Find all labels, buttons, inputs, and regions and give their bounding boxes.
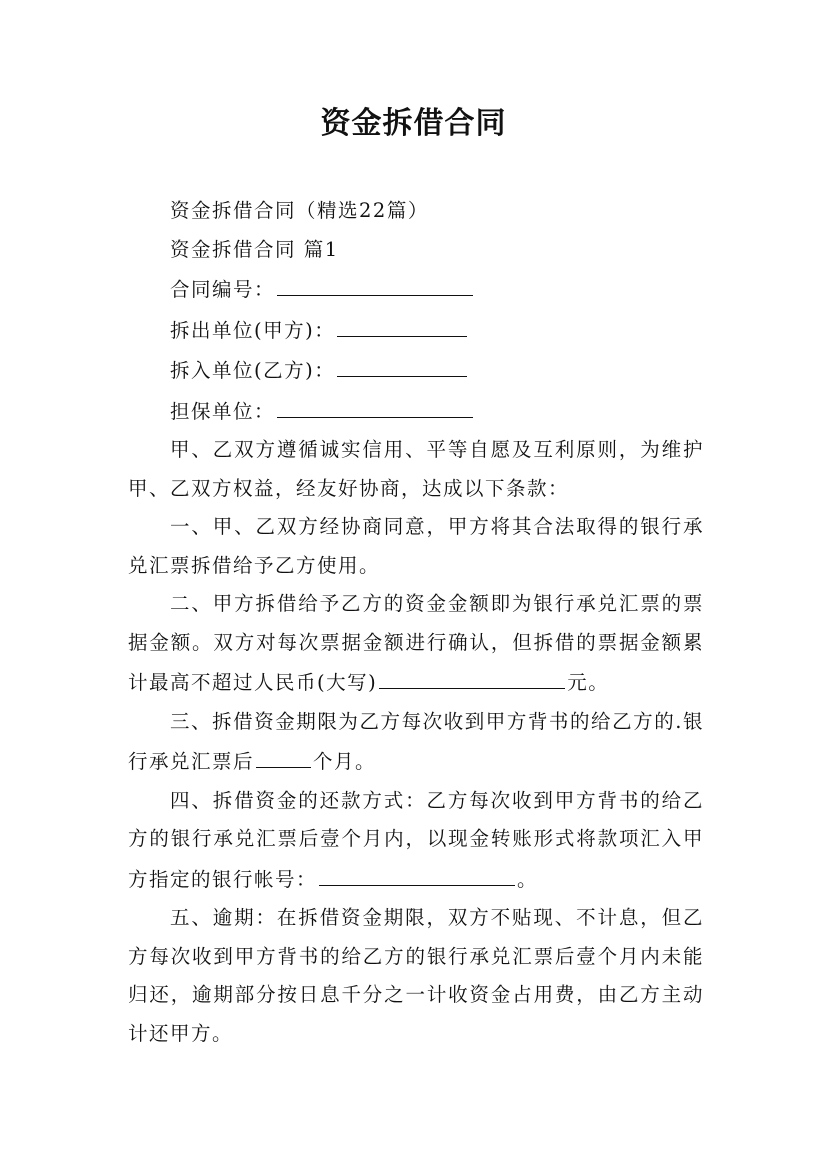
clause-3-end: 个月。 <box>313 750 377 773</box>
borrower-line <box>128 350 704 391</box>
contract-number-line <box>128 269 704 310</box>
clause-2 <box>128 585 704 703</box>
clause-5: 五、逾期：在拆借资金期限，双方不贴现、不计息，但乙方每次收到甲方背书的给乙方的银行承兑汇票后壹个月内未能归还，逾期部分按日息千分之一计收资金占用费，由乙方主动计还甲方。 <box>128 906 704 1045</box>
bank-account-blank <box>319 859 515 886</box>
amount-blank <box>379 662 565 689</box>
borrower-label: 拆入单位(乙方)： <box>170 359 336 382</box>
clause-3 <box>128 703 704 782</box>
contract-number-label: 合同编号： <box>170 278 276 301</box>
document-subtitle: 资金拆借合同（精选22篇） <box>170 199 429 222</box>
contract-number-blank <box>277 269 473 296</box>
section-heading: 资金拆借合同 篇1 <box>170 237 339 261</box>
clause-4 <box>128 782 704 900</box>
clause-4-end: 。 <box>517 867 539 891</box>
months-blank <box>256 741 311 768</box>
guarantor-label: 担保单位： <box>170 399 276 423</box>
guarantor-line <box>128 391 704 432</box>
intro-paragraph: 甲、乙双方遵循诚实信用、平等自愿及互利原则，为维护甲、乙双方权益，经友好协商，达成以下条款： <box>128 438 704 500</box>
clause-2-end: 元。 <box>567 671 610 694</box>
document-title: 资金拆借合同 <box>320 106 507 141</box>
guarantor-blank <box>277 391 473 418</box>
borrower-blank <box>337 350 467 377</box>
clause-4-text: 四、拆借资金的还款方式：乙方每次收到甲方背书的给乙方的银行承兑汇票后壹个月内，以现金转账形式将款项汇入甲方指定的银行帐号： <box>128 788 704 891</box>
lender-blank <box>337 310 467 337</box>
clause-2-text: 二、甲方拆借给予乙方的资金金额即为银行承兑汇票的票据金额。双方对每次票据金额进行确认，但拆借的票据金额累计最高不超过人民币(大写) <box>128 592 704 694</box>
clause-3-text: 三、拆借资金期限为乙方每次收到甲方背书的给乙方的.银行承兑汇票后 <box>128 709 704 773</box>
lender-line <box>128 310 704 351</box>
document-body <box>128 192 704 1053</box>
lender-label: 拆出单位(甲方)： <box>170 318 336 342</box>
clause-1: 一、甲、乙双方经协商同意，甲方将其合法取得的银行承兑汇票拆借给予乙方使用。 <box>128 515 704 577</box>
